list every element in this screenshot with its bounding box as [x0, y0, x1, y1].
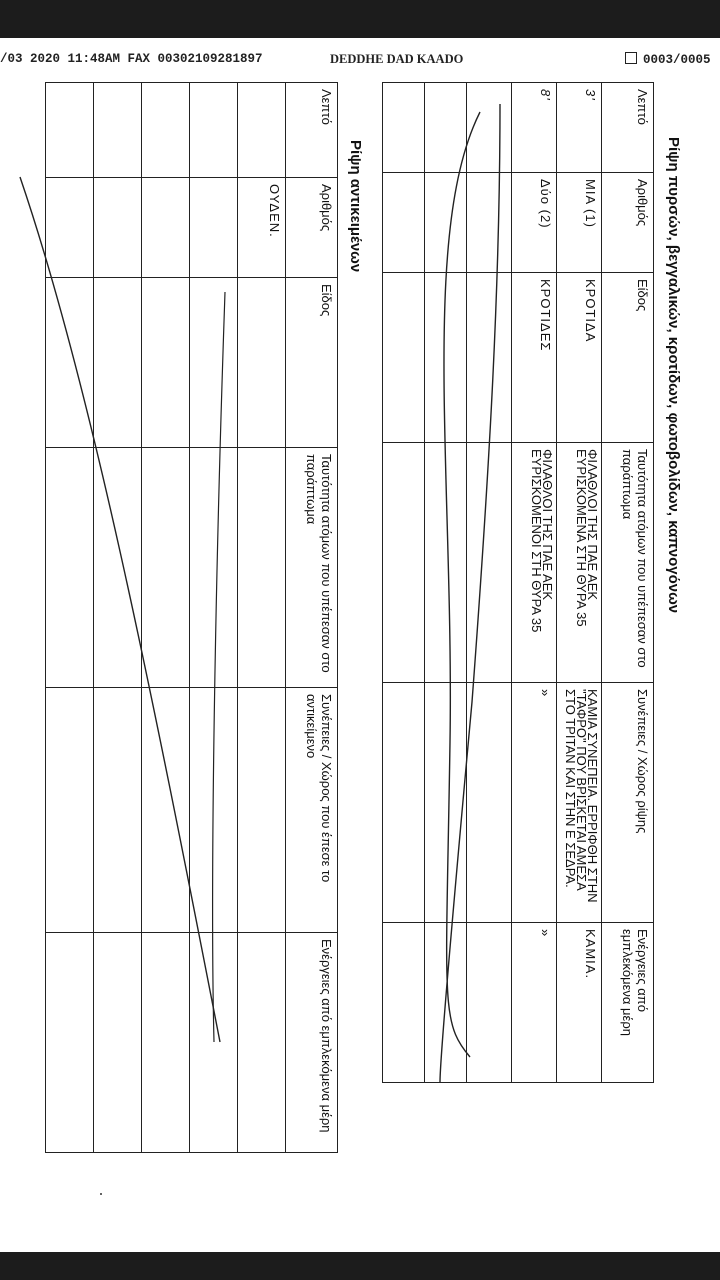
section2-table [45, 82, 338, 1153]
cell-type [238, 278, 286, 448]
table-row [383, 83, 425, 1083]
cell-actions: » [512, 923, 557, 1083]
col-header-minute: Λεπτό [286, 83, 338, 178]
cell-consequences: ΚΑΜΙΑ ΣΥΝΕΠΕΙΑ. ΕΡΡΙΦΘΗ ΣΤΗΝ "ΤΑΦΡΟ" ΠΟΥ ΒΡΙΣΚΕΤΑΙ ΑΜΕΣΑ ΣΤΟ ΤΡΙΤΑΝ ΚΑΙ ΣΤΗΝ Ε ΣΕΔΡΑ. [557, 683, 602, 923]
top-black-bar [0, 0, 720, 38]
col-header-consequences: Συνέπειες / Χώρος ρίψης [602, 683, 654, 923]
col-header-type: Είδος [602, 273, 654, 443]
table-row [142, 83, 190, 1153]
cell-identity [238, 448, 286, 688]
cell-number: ΟΥΔΕΝ. [238, 178, 286, 278]
cell-actions [238, 933, 286, 1153]
cell-number: ΜΙΑ (1) [557, 173, 602, 273]
section1-table [382, 82, 654, 1083]
table-row [94, 83, 142, 1153]
section1-title: Ρίψη πυρσών, βεγγαλικών, κροτίδων, φωτοβολίδων, καπνογόνων [665, 137, 682, 614]
cell-consequences [238, 688, 286, 933]
cell-consequences: » [512, 683, 557, 923]
cell-actions: ΚΑΜΙΑ. [557, 923, 602, 1083]
cell-type [467, 273, 512, 443]
cell-type: ΚΡΟΤΙΔΕΣ [512, 273, 557, 443]
col-header-minute: Λεπτό [602, 83, 654, 173]
section2-title: Ρίψη αντικειμένων [347, 140, 364, 273]
cell-type: ΚΡΟΤΙΔΑ [557, 273, 602, 443]
fax-sender: DEDDHE DAD KAADO [330, 52, 464, 66]
cell-actions [467, 923, 512, 1083]
col-header-consequences: Συνέπειες / Χώρος που έπεσε το αντικείμενο [286, 688, 338, 933]
col-header-number: Αριθμός [602, 173, 654, 273]
cell-number [467, 173, 512, 273]
table-row [557, 83, 602, 1083]
fax-page-number [625, 52, 711, 67]
table-row [467, 83, 512, 1083]
bottom-black-bar [0, 1252, 720, 1280]
cell-number: Δύο (2) [512, 173, 557, 273]
section1-header-row [602, 83, 654, 1083]
fax-page-icon [625, 52, 637, 64]
cell-minute [467, 83, 512, 173]
rotated-form-page [0, 82, 690, 1162]
col-header-identity: Ταυτότητα ατόμων που υπέπεσαν στο παράπτωμα [286, 448, 338, 688]
fax-header [0, 46, 720, 72]
table-row [425, 83, 467, 1083]
section2-header-row [286, 83, 338, 1153]
cell-minute [238, 83, 286, 178]
cell-identity [467, 443, 512, 683]
cell-consequences [467, 683, 512, 923]
col-header-identity: Ταυτότητα ατόμων που υπέπεσαν στο παράπτωμα [602, 443, 654, 683]
table-row [46, 83, 94, 1153]
fax-page-label: 0003/0005 [643, 53, 711, 67]
cell-identity: ΦΙΛΑΘΛΟΙ ΤΗΣ ΠΑΕ ΑΕΚ ΕΥΡΙΣΚΟΜΕΝΟΙ ΣΤΗ ΘΥΡΑ 35 [512, 443, 557, 683]
col-header-actions: Ενέργειες από εμπλεκόμενα μέρη [286, 933, 338, 1153]
fax-timestamp: /03 2020 11:48AM FAX 00302109281897 [0, 52, 263, 66]
table-row [512, 83, 557, 1083]
table-row [238, 83, 286, 1153]
col-header-actions: Ενέργειες από εμπλεκόμενα μέρη [602, 923, 654, 1083]
cell-identity: ΦΙΛΑΘΛΟΙ ΤΗΣ ΠΑΕ ΑΕΚ ΕΥΡΙΣΚΟΜΕΝΑ ΣΤΗ ΘΥΡΑ 35 [557, 443, 602, 683]
cell-minute: 3' [557, 83, 602, 173]
scan-speck [100, 1193, 102, 1195]
cell-minute: 8' [512, 83, 557, 173]
table-row [190, 83, 238, 1153]
col-header-number: Αριθμός [286, 178, 338, 278]
col-header-type: Είδος [286, 278, 338, 448]
